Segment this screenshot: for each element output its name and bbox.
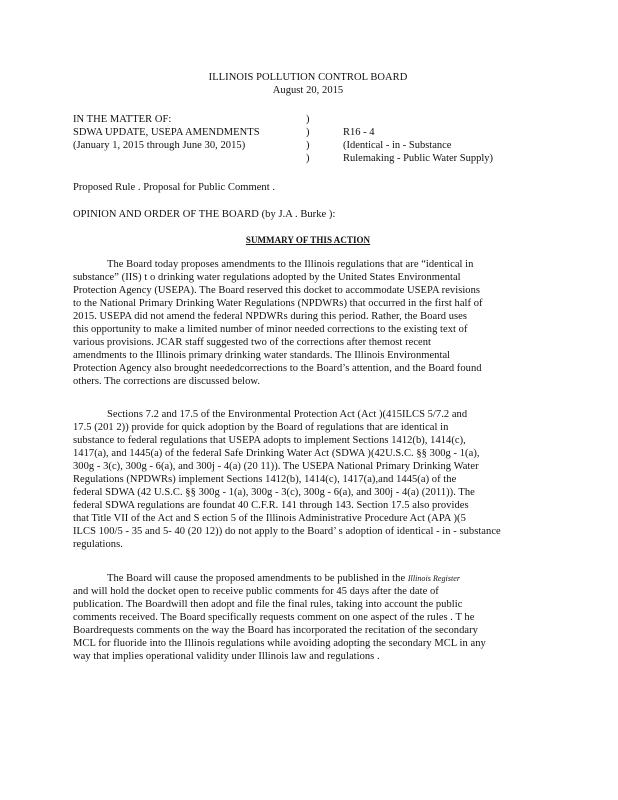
caption-update-line: SDWA UPDATE, USEPA AMENDMENTS — [73, 127, 260, 138]
text-line: 1417(a), and 1445(a) of the federal Safe Drinking Water Act (SDWA )(42U.S.C. §§ 300g - 1(a), — [73, 448, 480, 459]
board-name-heading: ILLINOIS POLLUTION CONTROL BOARD — [208, 72, 408, 83]
text-line: that Title VII of the Act and S ection 5 of the Illinois Administrative Procedure Act (APA )(5 — [73, 513, 466, 524]
opinion-order-line: OPINION AND ORDER OF THE BOARD (by J.A . Burke ): — [73, 209, 336, 220]
text-line: The Board today proposes amendments to the Illinois regulations that are “identical in — [107, 259, 474, 270]
text-line: amendments to the Illinois primary drinking water standards. The Illinois Environmental — [73, 350, 451, 361]
proposed-rule-line: Proposed Rule . Proposal for Public Comment . — [73, 182, 276, 193]
caption-paren: ) — [306, 127, 310, 138]
text-line: 300g - 3(c), 300g - 6(a), and 300j - 4(a) (20 11)). The USEPA National Primary Drinking Water — [73, 461, 479, 472]
rulemaking-type: (Identical - in - Substance — [343, 140, 452, 151]
text-line: publication. The Boardwill then adopt and file the final rules, taking into account the public — [73, 599, 463, 610]
text-line: substance” (IIS) t o drinking water regulations adopted by the United States Environmental — [73, 272, 461, 283]
caption-paren: ) — [306, 153, 310, 164]
text-line: federal SDWA regulations are foundat 40 C.F.R. 141 through 143. Section 17.5 also provides — [73, 500, 469, 511]
text-line: Protection Agency also brought neededcorrections to the Board’s attention, and the Board found — [73, 363, 482, 374]
text-line-start: The Board will cause the proposed amendments to be published in the — [107, 573, 406, 584]
illinois-register-italic: Illinois Register — [407, 574, 461, 583]
text-line: this opportunity to make a limited number of minor needed corrections to the existing text of — [73, 324, 468, 335]
text-line — [73, 573, 543, 585]
text-line: others. The corrections are discussed below. — [73, 376, 261, 387]
text-line: Boardrequests comments on the way the Board has incorporated the recitation of the secondary — [73, 625, 478, 636]
text-line: MCL for fluoride into the Illinois regulations while avoiding adopting the secondary MCL in any — [73, 638, 486, 649]
text-line: to the National Primary Drinking Water Regulations (NPDWRs) that occurred in the first half of — [73, 298, 483, 309]
text-line: Protection Agency (USEPA). The Board reserved this docket to accommodate USEPA revisions — [73, 285, 481, 296]
text-line: and will hold the docket open to receive public comments for 45 days after the date of — [73, 586, 439, 597]
text-line: way that implies operational validity under Illinois law and regulations . — [73, 651, 380, 662]
text-line: 2015. USEPA did not amend the federal NPDWRs during this period. Rather, the Board uses — [73, 311, 468, 322]
text-line: substance to federal regulations that USEPA adopts to implement Sections 1412(b), 1414(c), — [73, 435, 466, 446]
text-line: comments received. The Board specifically requests comment on one aspect of the rules . T he — [73, 612, 475, 623]
caption-paren: ) — [306, 140, 310, 151]
text-line: federal SDWA (42 U.S.C. §§ 300g - 1(a), 300g - 3(c), 300g - 6(a), and 300j - 4(a) (2011)). The — [73, 487, 475, 498]
text-line: Sections 7.2 and 17.5 of the Environmental Protection Act (Act )(415ILCS 5/7.2 and — [107, 409, 468, 420]
text-line: ILCS 100/5 - 35 and 5- 40 (20 12)) do not apply to the Board’ s adoption of identical - in - substance — [73, 526, 501, 537]
docket-number: R16 - 4 — [343, 127, 375, 138]
text-line: regulations. — [73, 539, 123, 550]
caption-period-line: (January 1, 2015 through June 30, 2015) — [73, 140, 246, 151]
text-line: various provisions. JCAR staff suggested two of the corrections after themost recent — [73, 337, 432, 348]
caption-paren: ) — [306, 114, 310, 125]
opinion-date: August 20, 2015 — [272, 85, 344, 96]
rulemaking-subject: Rulemaking - Public Water Supply) — [343, 153, 494, 164]
summary-heading: SUMMARY OF THIS ACTION — [245, 235, 371, 245]
caption-matter-line: IN THE MATTER OF: — [73, 114, 172, 125]
text-line: Regulations (NPDWRs) implement Sections 1412(b), 1414(c), 1417(a),and 1445(a) of the — [73, 474, 457, 485]
text-line: 17.5 (201 2)) provide for quick adoption by the Board of regulations that are identical in — [73, 422, 449, 433]
